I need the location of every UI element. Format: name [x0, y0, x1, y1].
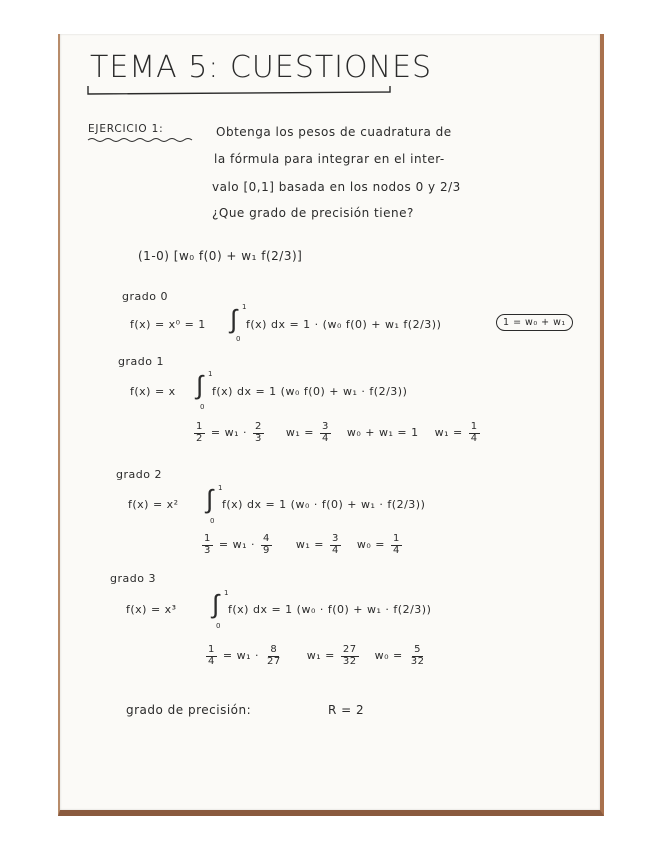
numerator: 1	[208, 644, 215, 655]
equals-w1: = w₁ ·	[210, 426, 247, 439]
w1-label: w₁ =	[434, 426, 463, 439]
grado3-integral-sign: ∫	[212, 590, 220, 620]
denominator: 4	[332, 544, 339, 556]
fraction	[409, 645, 427, 667]
denominator: 32	[410, 655, 425, 667]
fraction	[469, 422, 480, 444]
page-title: TEMA 5: CUESTIONES	[90, 50, 433, 85]
w0-label: w₀ =	[374, 649, 403, 662]
grado3-upper-limit: 1	[224, 589, 229, 597]
numerator: 8	[270, 644, 278, 655]
grado0-fx: f(x) = x⁰ = 1	[130, 318, 206, 331]
fraction	[206, 645, 217, 667]
fraction	[194, 422, 205, 444]
fraction	[265, 645, 283, 667]
fraction	[330, 534, 341, 556]
statement-line-2: la fórmula para integrar en el inter-	[214, 152, 445, 166]
numerator: 5	[414, 644, 422, 655]
statement-line-1: Obtenga los pesos de cuadratura de	[216, 125, 452, 139]
grado1-lower-limit: 0	[200, 403, 205, 411]
grado2-equation: f(x) dx = 1 (w₀ · f(0) + w₁ · f(2/3))	[222, 498, 426, 511]
grado2-label: grado 2	[116, 468, 162, 481]
fraction	[253, 422, 264, 444]
equals-w1: = w₁ ·	[218, 538, 255, 551]
grado2-fx: f(x) = x²	[128, 498, 179, 511]
denominator: 9	[263, 544, 270, 556]
numerator: 1	[204, 533, 211, 544]
denominator: 3	[255, 432, 262, 444]
denominator: 27	[267, 655, 281, 667]
title-underline	[84, 84, 396, 98]
grado3-label: grado 3	[110, 572, 156, 585]
fraction	[320, 422, 331, 444]
denominator: 3	[204, 544, 211, 556]
grado1-upper-limit: 1	[208, 370, 213, 378]
denominator: 4	[322, 432, 329, 444]
w0-label: w₀ =	[356, 538, 385, 551]
grado3-solution-row	[204, 645, 428, 667]
grado1-label: grado 1	[118, 355, 164, 368]
grado1-integral-sign: ∫	[196, 371, 204, 401]
grado3-equation: f(x) dx = 1 (w₀ · f(0) + w₁ · f(2/3))	[228, 603, 432, 616]
grado1-fx: f(x) = x	[130, 385, 176, 398]
quadrature-formula: (1-0) [w₀ f(0) + w₁ f(2/3)]	[138, 249, 303, 263]
fraction	[391, 534, 402, 556]
grado1-solution-row	[192, 422, 482, 444]
denominator: 4	[470, 432, 478, 444]
numerator: 1	[470, 421, 478, 432]
grado2-lower-limit: 0	[210, 517, 215, 525]
statement-line-3: valo [0,1] basada en los nodos 0 y 2/3	[212, 180, 461, 194]
w1-label: w₁ =	[295, 538, 324, 551]
grado3-fx: f(x) = x³	[126, 603, 177, 616]
exercise-label-underline	[86, 136, 198, 144]
fraction	[261, 534, 272, 556]
denominator: 4	[208, 655, 215, 667]
equals-w1: = w₁ ·	[222, 649, 259, 662]
numerator: 3	[332, 533, 339, 544]
numerator: 4	[263, 533, 270, 544]
grado0-upper-limit: 1	[242, 303, 247, 311]
grado0-equation: f(x) dx = 1 · (w₀ f(0) + w₁ f(2/3))	[246, 318, 442, 331]
fraction	[202, 534, 213, 556]
grado1-equation: f(x) dx = 1 (w₀ f(0) + w₁ · f(2/3))	[212, 385, 408, 398]
grado2-upper-limit: 1	[218, 484, 223, 492]
numerator: 2	[255, 421, 262, 432]
denominator: 32	[342, 655, 357, 667]
weights-sum: w₀ + w₁ = 1	[346, 426, 419, 439]
fraction	[341, 645, 359, 667]
statement-line-4: ¿Que grado de precisión tiene?	[212, 206, 414, 220]
precision-label: grado de precisión:	[126, 703, 252, 717]
numerator: 1	[196, 421, 203, 432]
numerator: 27	[342, 644, 357, 655]
exercise-label: EJERCICIO 1:	[88, 123, 164, 135]
numerator: 3	[322, 421, 329, 432]
grado0-label: grado 0	[122, 290, 168, 303]
grado3-lower-limit: 0	[216, 622, 221, 630]
denominator: 2	[196, 432, 203, 444]
w1-label: w₁ =	[306, 649, 335, 662]
numerator: 1	[393, 533, 400, 544]
w1-label: w₁ =	[285, 426, 314, 439]
grado0-circled-result: 1 = w₀ + w₁	[496, 314, 573, 331]
grado2-integral-sign: ∫	[206, 485, 214, 515]
grado0-integral-sign: ∫	[230, 305, 238, 335]
denominator: 4	[393, 544, 400, 556]
grado0-lower-limit: 0	[236, 335, 241, 343]
grado2-solution-row	[200, 534, 404, 556]
precision-value: R = 2	[328, 703, 365, 717]
